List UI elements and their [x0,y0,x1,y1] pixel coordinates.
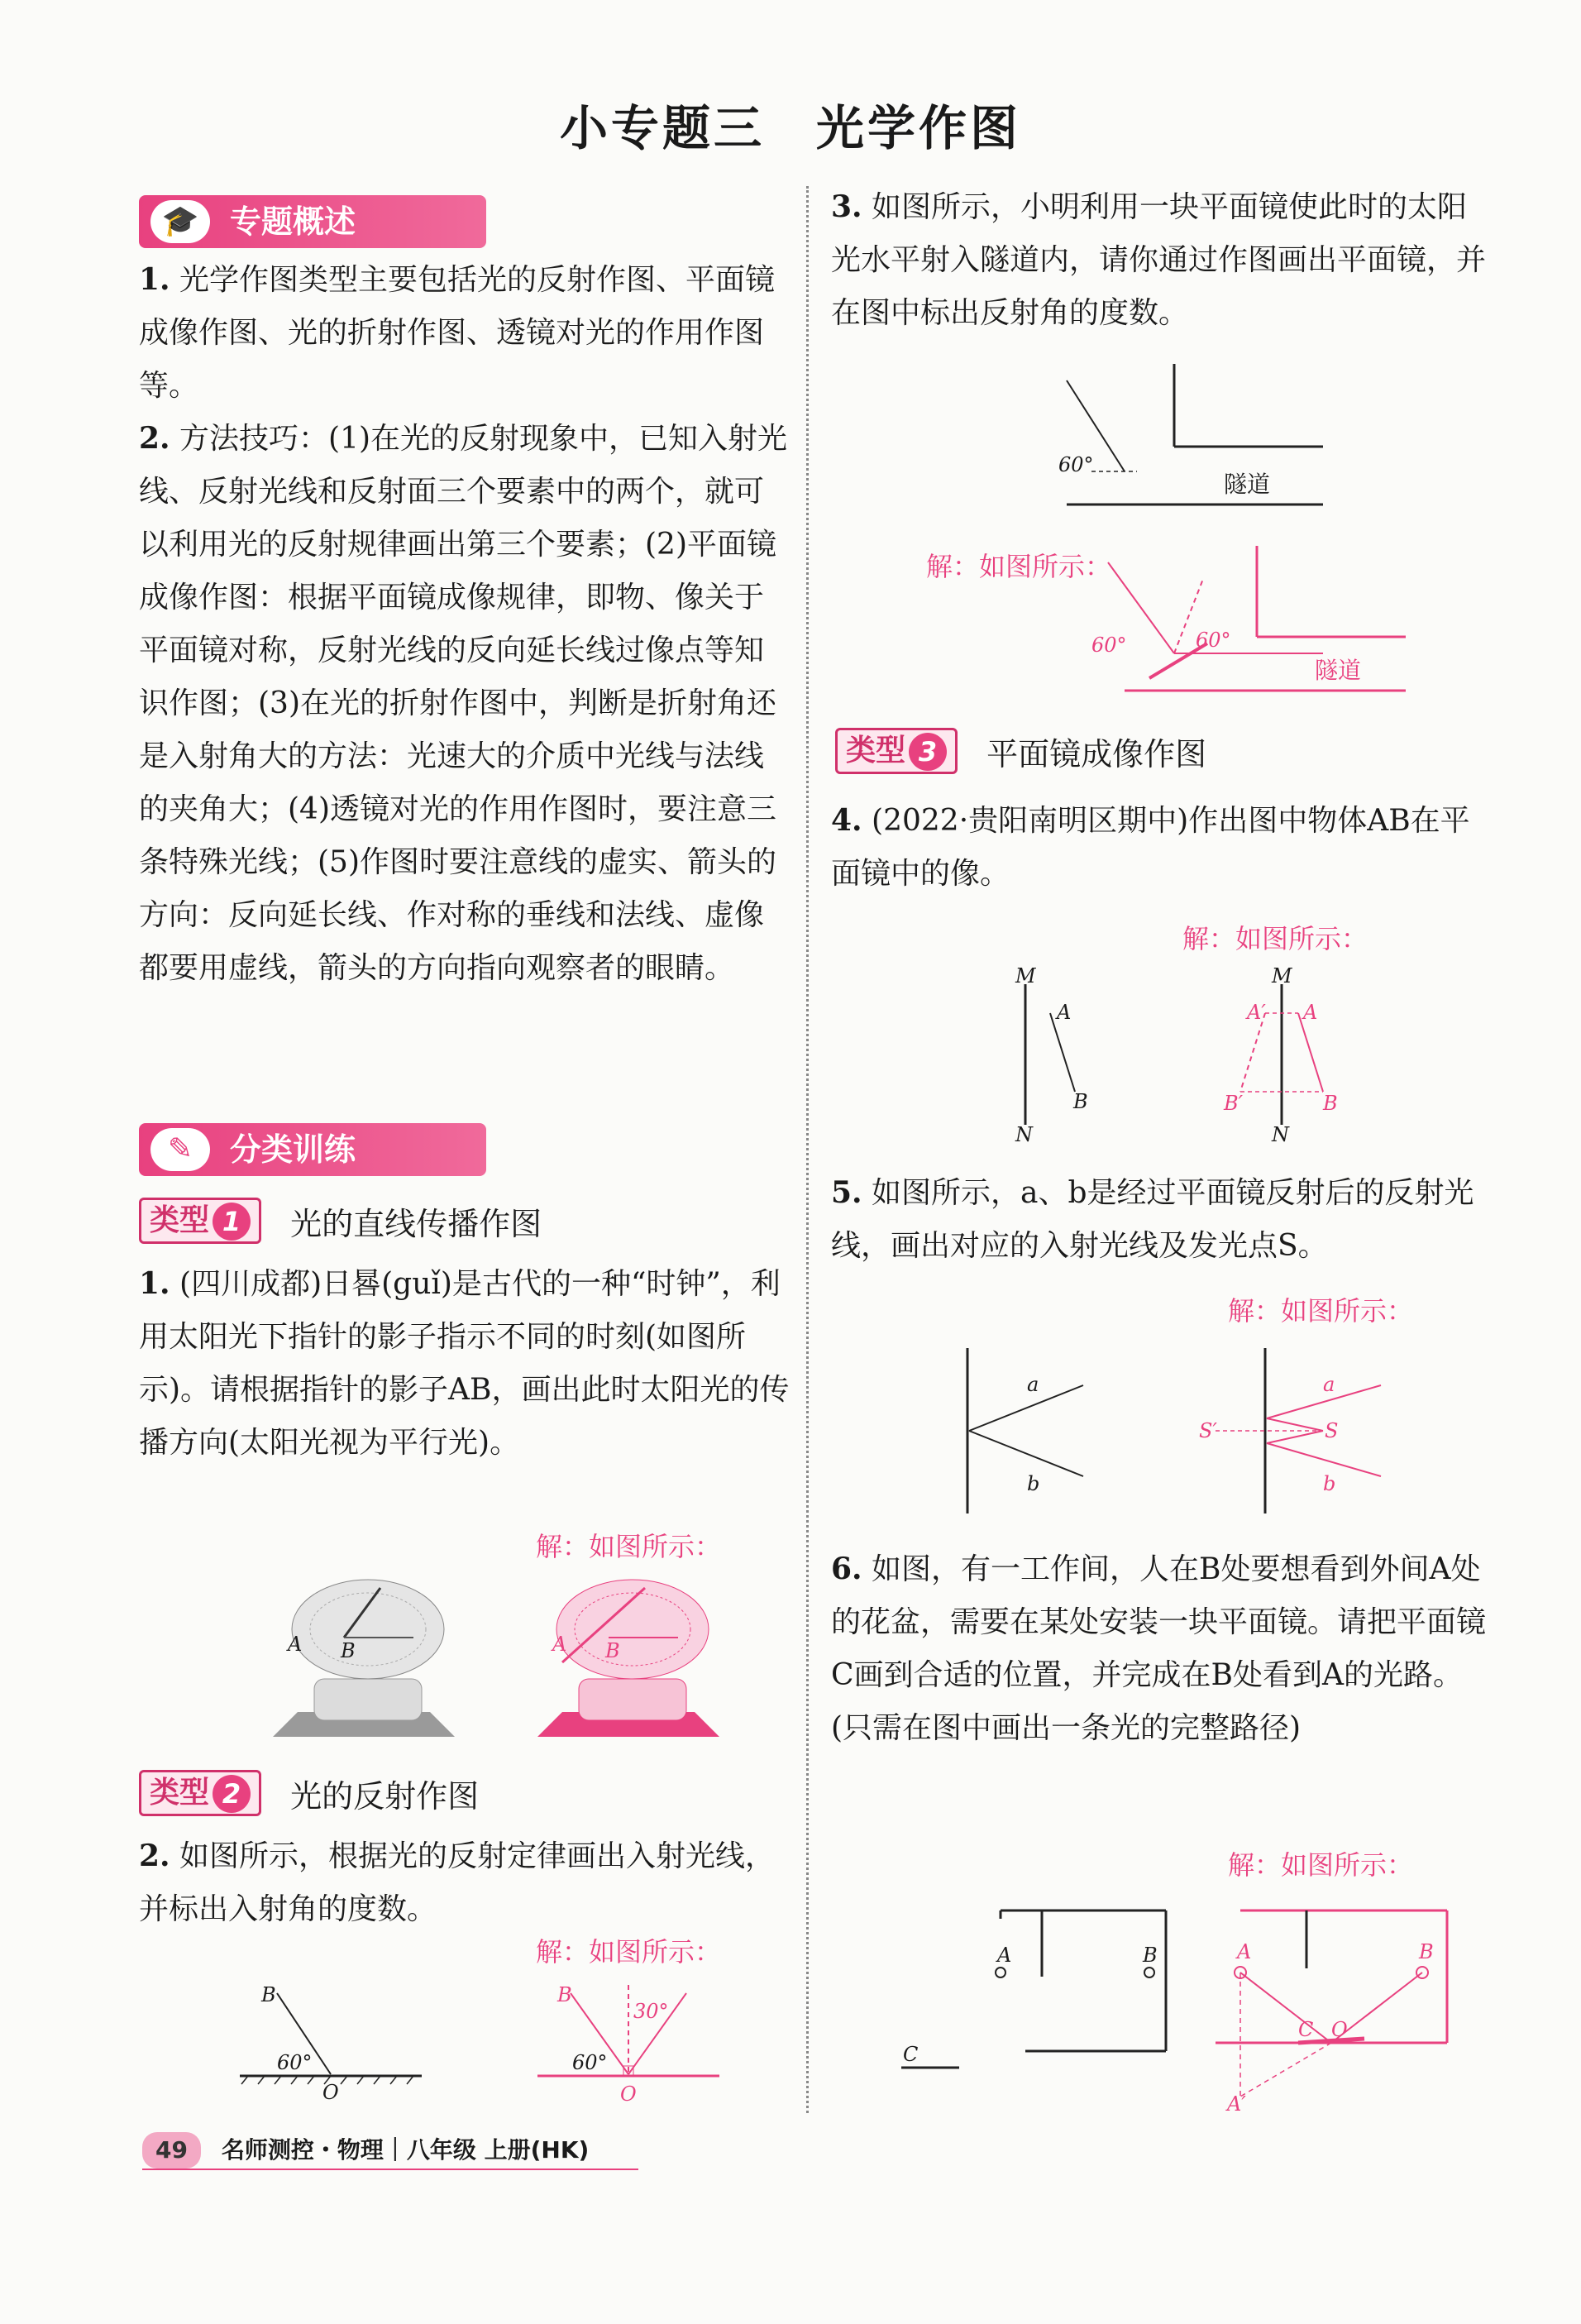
reflection-figure [240,1977,736,2117]
answer-label-2: 解：如图所示： [536,1936,722,1968]
question-2-text: 如图所示，根据光的反射定律画出入射光线，并标出入射角的度数。 [139,1839,776,1926]
label-A-image: A′ [1227,2092,1246,2116]
mirror-answer [1223,964,1338,1146]
type-number: 1 [213,1203,251,1241]
label-a: a [1323,1373,1335,1396]
label-N: N [1015,1123,1033,1146]
answer-label-6: 解：如图所示： [1228,1849,1414,1881]
question-number: 6. [831,1552,862,1586]
label-N: N [1272,1123,1289,1146]
label-60deg: 60° [277,2051,313,2074]
question-number: 5. [831,1175,862,1210]
book-info: 名师测控・物理｜八年级 上册(HK) [221,2136,590,2164]
question-5-text: 如图所示，a、b是经过平面镜反射后的反射光线，画出对应的入射光线及发光点S。 [831,1176,1474,1263]
answer-label-5: 解：如图所示： [1228,1295,1414,1327]
tunnel-figure-original [992,364,1340,513]
question-3-text: 如图所示，小明利用一块平面镜使此时的太阳光水平射入隧道内，请你通过作图画出平面镜，并在图中标出反射角的度数。 [831,190,1487,330]
point-source-original [967,1348,1083,1513]
label-S: S [1325,1419,1339,1442]
sundial-answer [537,1580,719,1737]
label-B-prime: B′ [1224,1092,1244,1115]
label-B: B [341,1639,356,1662]
banner-overview-label: 专题概述 [230,203,356,240]
overview-item-1 [139,253,792,413]
question-6 [831,1542,1493,1755]
page-number: 49 [142,2132,201,2169]
column-divider [806,186,809,2113]
label-30deg: 30° [633,2000,669,2023]
question-number: 1. [139,1266,170,1301]
sundial-original [273,1580,455,1737]
label-B: B [1073,1090,1088,1113]
question-4 [831,794,1493,901]
label-A: A [288,1633,303,1656]
question-number: 3. [831,189,862,224]
point-source-figure [951,1340,1414,1522]
label-O: O [322,2081,339,2104]
label-b: b [1323,1472,1336,1495]
footer-rule [142,2169,638,2170]
type-tag [139,1198,261,1244]
label-a: a [1027,1373,1039,1396]
label-B: B [1143,1944,1158,1967]
overview-item-2-text: 方法技巧：(1)在光的反射现象中，已知入射光线、反射光线和反射面三个要素中的两个，就可以利用光的反射规律画出第三个要素；(2)平面镜成像作图：根据平面镜成像规律，即物、像关于平面镜对称，反射光线的反向延长线过像点等知识作图；(3)在光的折射作图中，判断是折射角还是入射角大的方法：光速大的介质中光线与法线的夹角大；(4)透镜对光的作用作图时，要注意三条特殊光线；(5)作图时要注意线的虚实、箭头的方向：反向延长线、作对称的垂线和法线、虚像都要用虚线，箭头的方向指向观察者的眼睛。 [139,422,788,985]
workroom-figure [901,1894,1497,2116]
workroom-original [901,1910,1166,2068]
question-4-text: (2022·贵阳南明区期中)作出图中物体AB在平面镜中的像。 [831,804,1470,891]
type-tag-label: 类型 [150,1776,210,1810]
page-title: 小专题三 光学作图 [559,100,1021,156]
tunnel-figure-answer [1075,546,1422,703]
label-A: A [1303,1001,1318,1024]
reflection-original [240,1983,422,2104]
workroom-answer [1216,1910,1447,2116]
question-5 [831,1166,1493,1273]
type-tag [835,728,958,774]
label-60deg: 60° [1058,453,1094,476]
label-O: O [1331,2018,1348,2041]
label-b: b [1027,1472,1040,1495]
label-B: B [1323,1092,1338,1115]
label-tunnel: 隧道 [1224,471,1271,498]
banner-overview [139,195,486,248]
label-A: A [1237,1940,1252,1963]
label-M: M [1015,964,1036,987]
label-60deg: 60° [1196,629,1231,652]
item-number: 1. [139,262,170,297]
page-footer [142,2132,589,2169]
label-A: A [1057,1001,1072,1024]
type-tag-label: 类型 [846,734,906,767]
mirror-image-figure [1009,964,1381,1150]
type-tag [139,1770,261,1816]
question-number: 2. [139,1839,170,1873]
type-title: 光的反射作图 [290,1777,480,1815]
answer-label-1: 解：如图所示： [536,1531,722,1562]
type-tag-label: 类型 [150,1203,210,1237]
type-3-header [835,728,1206,774]
label-A-prime: A′ [1247,1001,1266,1024]
mirror-original [1015,964,1088,1146]
answer-label-3: 解：如图所示： [926,551,1112,582]
banner-training-label: 分类训练 [230,1131,356,1168]
type-title: 平面镜成像作图 [986,735,1207,772]
question-6-text: 如图，有一工作间，人在B处要想看到外间A处的花盆，需要在某处安装一块平面镜。请把平面镜C画到合适的位置，并完成在B处看到A的光路。(只需在图中画出一条光的完整路径) [831,1552,1487,1745]
banner-training [139,1123,486,1176]
label-tunnel: 隧道 [1315,657,1362,684]
question-number: 4. [831,803,862,838]
point-source-answer [1199,1348,1381,1513]
overview-item-2 [139,412,792,995]
question-2 [139,1829,792,1936]
label-A: A [997,1944,1012,1967]
overview-item-1-text: 光学作图类型主要包括光的反射作图、平面镜成像作图、光的折射作图、透镜对光的作用作图等。 [139,263,776,403]
label-C: C [1298,2018,1314,2041]
pencil-icon: ✎ [150,1128,210,1171]
sundial-figure [265,1571,728,1762]
label-B: B [261,1983,276,2006]
question-3 [831,180,1493,340]
item-number: 2. [139,421,170,456]
label-A: A [552,1633,567,1656]
answer-label-4: 解：如图所示： [1182,923,1368,954]
label-O: O [620,2083,637,2106]
label-60deg: 60° [572,2051,608,2074]
type-2-header [139,1770,479,1816]
type-number: 3 [909,733,947,771]
type-1-header [139,1198,542,1244]
question-1 [139,1257,792,1470]
reflection-answer [537,1983,719,2106]
label-B: B [605,1639,620,1662]
label-60deg: 60° [1091,634,1127,657]
label-M: M [1272,964,1292,987]
label-B: B [557,1983,572,2006]
label-B: B [1419,1940,1434,1963]
label-S-prime: S′ [1199,1419,1217,1442]
label-C: C [903,2043,919,2066]
type-title: 光的直线传播作图 [290,1205,542,1242]
question-1-text: (四川成都)日晷(guǐ)是古代的一种“时钟”，利用太阳光下指针的影子指示不同的时刻(如图所示)。请根据指针的影子AB，画出此时太阳光的传播方向(太阳光视为平行光)。 [139,1267,790,1460]
type-number: 2 [213,1775,251,1813]
graduation-cap-icon: 🎓 [150,200,210,243]
